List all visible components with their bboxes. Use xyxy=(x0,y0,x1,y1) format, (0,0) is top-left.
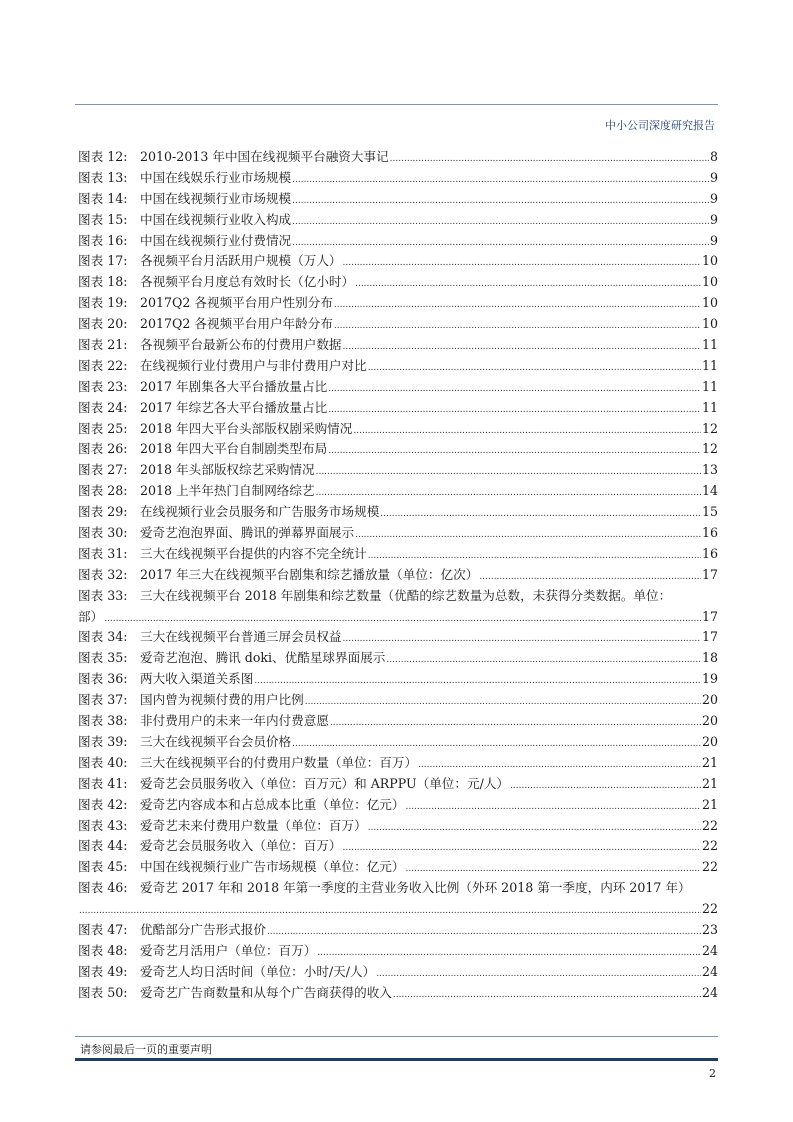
figure-page-number: 21 xyxy=(701,754,718,770)
dot-leader xyxy=(393,983,701,1006)
figure-label: 图表 39: xyxy=(78,733,128,749)
toc-entry[interactable] xyxy=(78,690,718,711)
figure-page-number: 9 xyxy=(709,211,718,227)
figure-label: 图表 31: xyxy=(78,545,128,561)
figure-page-number: 24 xyxy=(701,963,718,979)
report-type-title: 中小公司深度研究报告 xyxy=(605,119,715,132)
figure-title: 三大在线视频平台普通三屏会员权益 xyxy=(140,629,342,645)
toc-entry[interactable] xyxy=(78,147,718,168)
dot-leader xyxy=(380,502,701,525)
figure-label: 图表 17: xyxy=(78,253,128,269)
toc-entry[interactable] xyxy=(78,314,718,335)
page-number: 2 xyxy=(709,1067,716,1080)
toc-entry[interactable] xyxy=(78,356,718,377)
figure-title: 2018 上半年热门自制网络综艺 xyxy=(140,483,315,499)
figure-page-number: 21 xyxy=(701,775,718,791)
dot-leader xyxy=(390,147,709,170)
figure-title-continuation: 部） xyxy=(78,608,104,624)
toc-entry[interactable] xyxy=(78,586,718,607)
figure-page-number: 9 xyxy=(709,232,718,248)
figure-title: 各视频平台最新公布的付费用户数据 xyxy=(140,337,342,353)
figure-title: 三大在线视频平台 2018 年剧集和综艺数量（优酷的综艺数量为总数，未获得分类数据。单位： xyxy=(140,587,672,603)
figure-page-number: 12 xyxy=(701,441,718,457)
figure-label: 图表 30: xyxy=(78,525,128,541)
figure-label: 图表 43: xyxy=(78,817,128,833)
toc-entry[interactable] xyxy=(78,941,718,962)
figure-label: 图表 44: xyxy=(78,838,128,854)
dot-leader xyxy=(368,544,701,567)
toc-entry[interactable] xyxy=(78,377,718,398)
toc-entry[interactable] xyxy=(78,502,718,523)
figure-title: 三大在线视频平台提供的内容不完全统计 xyxy=(140,545,367,561)
toc-entry[interactable] xyxy=(78,836,718,857)
figure-label: 图表 42: xyxy=(78,796,128,812)
figure-label: 图表 15: xyxy=(78,211,128,227)
dot-leader xyxy=(292,210,709,233)
dot-leader xyxy=(355,523,701,546)
figure-title: 2017Q2 各视频平台用户性别分布 xyxy=(140,295,333,311)
figure-title: 爱奇艺会员服务收入（单位：百万元）和 ARPPU（单位：元/人） xyxy=(140,775,510,791)
figure-title: 国内曾为视频付费的用户比例 xyxy=(140,692,304,708)
dot-leader xyxy=(353,419,701,442)
figure-page-number: 10 xyxy=(701,295,718,311)
figure-page-number: 21 xyxy=(701,796,718,812)
toc-entry[interactable] xyxy=(78,398,718,419)
figure-page-number: 10 xyxy=(701,253,718,269)
figure-label: 图表 24: xyxy=(78,399,128,415)
toc-entry[interactable] xyxy=(78,669,718,690)
dot-leader xyxy=(405,795,701,818)
dot-leader xyxy=(355,272,701,295)
figure-label: 图表 32: xyxy=(78,566,128,582)
dot-leader xyxy=(479,565,701,588)
figure-label: 图表 34: xyxy=(78,629,128,645)
figure-page-number: 20 xyxy=(701,733,718,749)
figure-title: 爱奇艺 2017 年和 2018 年第一季度的主营业务收入比例（外环 2018 第一季度，内环 2017 年） xyxy=(140,880,691,896)
toc-entry[interactable] xyxy=(78,753,718,774)
dot-leader xyxy=(334,314,701,337)
toc-entry[interactable] xyxy=(78,544,718,565)
dot-leader xyxy=(328,377,701,400)
figure-page-number: 8 xyxy=(709,149,718,164)
figure-label: 图表 19: xyxy=(78,295,128,311)
dot-leader xyxy=(510,774,701,797)
figure-title: 各视频平台月度总有效时长（亿小时） xyxy=(140,274,355,290)
figure-page-number: 19 xyxy=(701,671,718,687)
dot-leader xyxy=(376,962,701,985)
figure-label: 图表 18: xyxy=(78,274,128,290)
figure-title: 中国在线视频行业广告市场规模（单位：亿元） xyxy=(140,859,405,875)
figure-label: 图表 36: xyxy=(78,671,128,687)
figure-label: 图表 33: xyxy=(78,587,128,603)
figure-label: 图表 47: xyxy=(78,921,128,937)
toc-entry[interactable] xyxy=(78,481,718,502)
figure-page-number: 17 xyxy=(701,608,718,624)
toc-entry[interactable] xyxy=(78,878,718,899)
dot-leader xyxy=(305,690,701,713)
figure-title: 优酷部分广告形式报价 xyxy=(140,921,266,937)
header-rule xyxy=(75,104,718,105)
toc-entry[interactable] xyxy=(78,732,718,753)
figure-title: 爱奇艺泡泡界面、腾讯的弹幕界面展示 xyxy=(140,525,355,541)
figure-label: 图表 21: xyxy=(78,337,128,353)
toc-entry[interactable] xyxy=(78,857,718,878)
toc-entry[interactable] xyxy=(78,419,718,440)
dot-leader xyxy=(267,920,701,943)
dot-leader xyxy=(292,189,709,212)
figure-label: 图表 14: xyxy=(78,190,128,206)
figure-label: 图表 13: xyxy=(78,169,128,185)
toc-entry[interactable] xyxy=(78,168,718,189)
toc-entry[interactable] xyxy=(78,523,718,544)
toc-entry[interactable] xyxy=(78,983,718,1004)
figure-label: 图表 26: xyxy=(78,441,128,457)
figure-title: 2017Q2 各视频平台用户年龄分布 xyxy=(140,316,333,332)
toc-entry[interactable] xyxy=(78,962,718,983)
figure-title: 两大收入渠道关系图 xyxy=(140,671,254,687)
figure-label: 图表 46: xyxy=(78,880,128,896)
figure-page-number: 14 xyxy=(701,483,718,499)
figure-title: 爱奇艺未来付费用户数量（单位：百万） xyxy=(140,817,367,833)
figure-label: 图表 28: xyxy=(78,483,128,499)
toc-entry[interactable] xyxy=(78,816,718,837)
figure-label: 图表 29: xyxy=(78,504,128,520)
figure-title: 在线视频行业付费用户与非付费用户对比 xyxy=(140,357,367,373)
figure-label: 图表 12: xyxy=(78,149,128,164)
figure-page-number: 24 xyxy=(701,984,718,1000)
figure-title: 爱奇艺人均日活时间（单位：小时/天/人） xyxy=(140,963,376,979)
dot-leader xyxy=(104,607,701,630)
figure-label: 图表 35: xyxy=(78,650,128,666)
figure-page-number: 22 xyxy=(701,859,718,875)
figure-page-number: 12 xyxy=(701,420,718,436)
figure-page-number: 17 xyxy=(701,566,718,582)
figure-title: 爱奇艺广告商数量和从每个广告商获得的收入 xyxy=(140,984,392,1000)
toc-entry[interactable] xyxy=(78,251,718,272)
figure-page-number: 22 xyxy=(701,817,718,833)
toc-entry[interactable] xyxy=(78,565,718,586)
figure-title: 爱奇艺内容成本和占总成本比重（单位：亿元） xyxy=(140,796,405,812)
figure-label: 图表 23: xyxy=(78,378,128,394)
dot-leader xyxy=(328,439,701,462)
dot-leader xyxy=(343,836,701,859)
figure-title: 爱奇艺会员服务收入（单位：百万） xyxy=(140,838,342,854)
toc-entry[interactable] xyxy=(78,439,718,460)
figure-title: 三大在线视频平台的付费用户数量（单位：百万） xyxy=(140,754,418,770)
toc-entry[interactable] xyxy=(78,189,718,210)
table-of-figures xyxy=(78,147,718,1004)
figure-title: 爱奇艺月活用户（单位：百万） xyxy=(140,942,317,958)
toc-entry[interactable] xyxy=(78,627,718,648)
figure-title: 2018 年头部版权综艺采购情况 xyxy=(140,462,315,478)
dot-leader xyxy=(334,293,701,316)
figure-title: 各视频平台月活跃用户规模（万人） xyxy=(140,253,342,269)
dot-leader xyxy=(343,627,701,650)
dot-leader xyxy=(292,732,701,755)
figure-page-number: 17 xyxy=(701,629,718,645)
figure-title: 2017 年剧集各大平台播放量占比 xyxy=(140,378,328,394)
dot-leader xyxy=(386,648,701,671)
figure-page-number: 22 xyxy=(701,838,718,854)
figure-label: 图表 37: xyxy=(78,692,128,708)
figure-page-number: 11 xyxy=(701,337,718,353)
figure-page-number: 16 xyxy=(701,545,718,561)
figure-title: 中国在线视频行业市场规模 xyxy=(140,190,292,206)
toc-entry[interactable] xyxy=(78,711,718,732)
toc-entry-continuation[interactable] xyxy=(78,899,718,920)
figure-label: 图表 50: xyxy=(78,984,128,1000)
figure-page-number: 11 xyxy=(701,399,718,415)
dot-leader xyxy=(254,669,701,692)
figure-label: 图表 20: xyxy=(78,316,128,332)
figure-label: 图表 16: xyxy=(78,232,128,248)
figure-label: 图表 49: xyxy=(78,963,128,979)
toc-entry[interactable] xyxy=(78,335,718,356)
footer-rule xyxy=(75,1036,718,1037)
figure-page-number: 18 xyxy=(701,650,718,666)
dot-leader xyxy=(368,356,701,379)
figure-label: 图表 27: xyxy=(78,462,128,478)
figure-title: 爱奇艺泡泡、腾讯 doki、优酷星球界面展示 xyxy=(140,650,386,666)
figure-page-number: 10 xyxy=(701,316,718,332)
dot-leader xyxy=(317,941,701,964)
dot-leader xyxy=(79,899,701,922)
figure-label: 图表 40: xyxy=(78,754,128,770)
figure-title: 中国在线视频行业付费情况 xyxy=(140,232,292,248)
figure-page-number: 15 xyxy=(701,504,718,520)
figure-title: 中国在线娱乐行业市场规模 xyxy=(140,169,292,185)
figure-title: 三大在线视频平台会员价格 xyxy=(140,733,292,749)
dot-leader xyxy=(292,168,709,191)
toc-entry[interactable] xyxy=(78,648,718,669)
dot-leader xyxy=(292,231,709,254)
dot-leader xyxy=(330,711,701,734)
toc-entry[interactable] xyxy=(78,460,718,481)
toc-entry[interactable] xyxy=(78,774,718,795)
figure-label: 图表 45: xyxy=(78,859,128,875)
figure-title: 非付费用户的未来一年内付费意愿 xyxy=(140,713,329,729)
figure-title: 2018 年四大平台自制剧类型布局 xyxy=(140,441,328,457)
toc-entry[interactable] xyxy=(78,293,718,314)
toc-entry[interactable] xyxy=(78,210,718,231)
figure-label: 图表 22: xyxy=(78,357,128,373)
figure-page-number: 16 xyxy=(701,525,718,541)
dot-leader xyxy=(316,481,701,504)
dot-leader xyxy=(328,398,701,421)
figure-page-number: 22 xyxy=(701,901,718,917)
figure-title: 2017 年综艺各大平台播放量占比 xyxy=(140,399,328,415)
figure-page-number: 20 xyxy=(701,692,718,708)
figure-title: 中国在线视频行业收入构成 xyxy=(140,211,292,227)
dot-leader xyxy=(368,816,701,839)
disclaimer-note: 请参阅最后一页的重要声明 xyxy=(80,1043,212,1056)
toc-entry[interactable] xyxy=(78,231,718,252)
figure-page-number: 23 xyxy=(701,921,718,937)
figure-title: 2018 年四大平台头部版权剧采购情况 xyxy=(140,420,353,436)
figure-label: 图表 25: xyxy=(78,420,128,436)
toc-entry[interactable] xyxy=(78,795,718,816)
figure-page-number: 9 xyxy=(709,169,718,185)
figure-page-number: 10 xyxy=(701,274,718,290)
figure-label: 图表 48: xyxy=(78,942,128,958)
figure-page-number: 9 xyxy=(709,190,718,206)
figure-page-number: 11 xyxy=(701,357,718,373)
figure-title: 在线视频行业会员服务和广告服务市场规模 xyxy=(140,504,380,520)
dot-leader xyxy=(418,753,701,776)
dot-leader xyxy=(316,460,701,483)
toc-entry[interactable] xyxy=(78,272,718,293)
dot-leader xyxy=(343,335,701,358)
footer-bar xyxy=(75,1058,718,1061)
figure-label: 图表 41: xyxy=(78,775,128,791)
figure-label: 图表 38: xyxy=(78,713,128,729)
figure-page-number: 20 xyxy=(701,713,718,729)
figure-page-number: 24 xyxy=(701,942,718,958)
figure-title: 2010-2013 年中国在线视频平台融资大事记 xyxy=(140,149,389,164)
figure-page-number: 11 xyxy=(701,378,718,394)
dot-leader xyxy=(405,857,701,880)
figure-title: 2017 年三大在线视频平台剧集和综艺播放量（单位：亿次） xyxy=(140,566,479,582)
dot-leader xyxy=(343,251,701,274)
toc-entry[interactable] xyxy=(78,920,718,941)
figure-page-number: 13 xyxy=(701,462,718,478)
toc-entry-continuation[interactable] xyxy=(78,607,718,628)
